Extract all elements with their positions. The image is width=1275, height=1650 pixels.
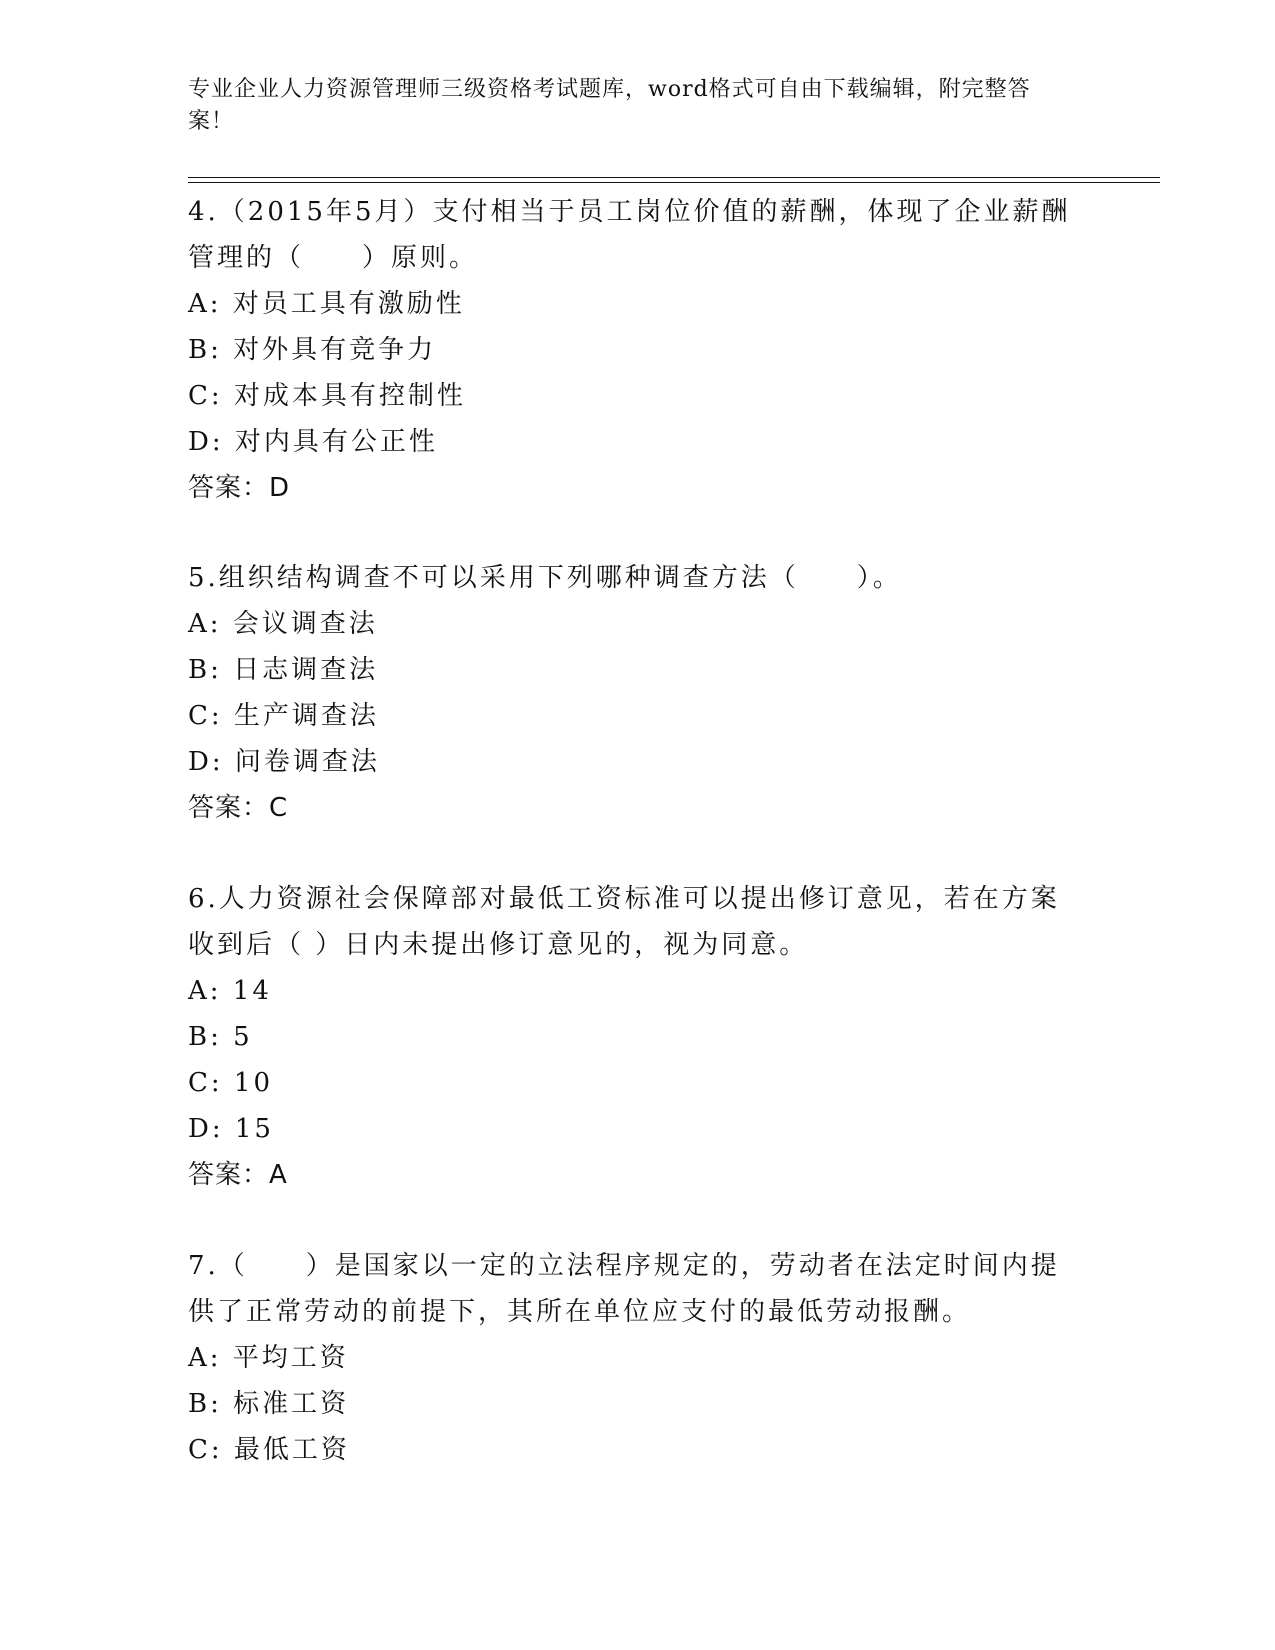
option-b: B: 日志调查法 [188, 655, 379, 685]
document-header: 专业企业人力资源管理师三级资格考试题库，word格式可自由下载编辑，附完整答案！ [188, 77, 1031, 134]
option-c: C: 生产调查法 [188, 701, 379, 731]
question-5 [188, 555, 1078, 831]
question-stem: 7.（ ）是国家以一定的立法程序规定的，劳动者在法定时间内提供了正常劳动的前提下，其所在单位应支付的最低劳动报酬。 [188, 1251, 1060, 1327]
option-b: B: 对外具有竞争力 [188, 335, 437, 365]
option-b: B: 5 [188, 1022, 253, 1052]
option-a: A: 平均工资 [188, 1343, 349, 1373]
option-c: C: 最低工资 [188, 1435, 350, 1465]
header-divider-top [188, 177, 1160, 178]
option-d: D: 问卷调查法 [188, 747, 380, 777]
header-divider-bottom [188, 182, 1160, 183]
option-b: B: 标准工资 [188, 1389, 350, 1419]
question-6 [188, 876, 1078, 1198]
question-stem: 6.人力资源社会保障部对最低工资标准可以提出修订意见，若在方案收到后（ ）日内未提出修订意见的，视为同意。 [188, 884, 1060, 960]
option-a: A: 对员工具有激励性 [188, 289, 465, 319]
option-d: D: 15 [188, 1114, 274, 1144]
option-c: C: 10 [188, 1068, 274, 1098]
question-7 [188, 1243, 1078, 1473]
option-a: A: 会议调查法 [188, 609, 378, 639]
option-d: D: 对内具有公正性 [188, 427, 438, 457]
answer: 答案：D [188, 473, 291, 503]
question-stem: 5.组织结构调查不可以采用下列哪种调查方法（ ）。 [188, 563, 902, 593]
option-c: C: 对成本具有控制性 [188, 381, 466, 411]
question-4 [188, 189, 1078, 511]
question-stem: 4.（2015年5月）支付相当于员工岗位价值的薪酬，体现了企业薪酬管理的（ ）原则。 [188, 197, 1071, 273]
answer: 答案：C [188, 793, 289, 823]
option-a: A: 14 [188, 976, 272, 1006]
answer: 答案：A [188, 1160, 288, 1190]
